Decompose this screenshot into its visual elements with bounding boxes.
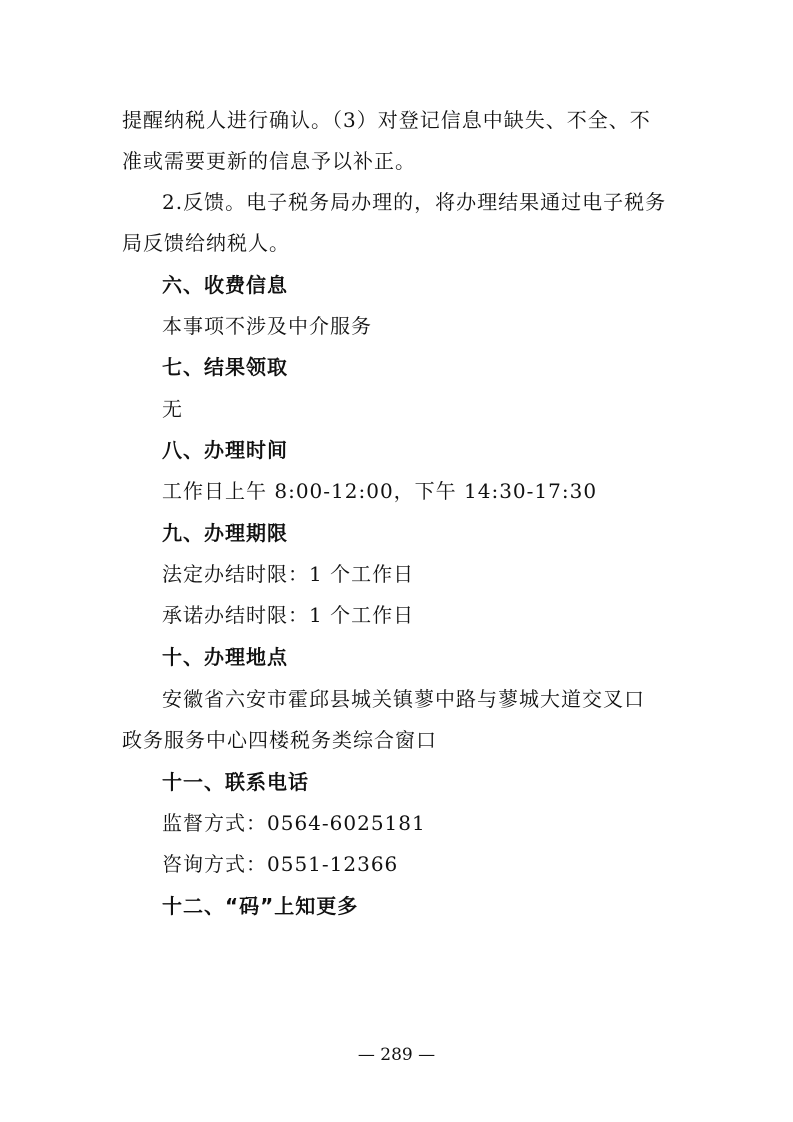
section-heading-qr: 十二、“码”上知更多: [162, 894, 359, 918]
limit-promise-text: 承诺办结时限：1 个工作日: [162, 603, 415, 627]
section-heading-fee: 六、收费信息: [162, 273, 288, 297]
paragraph-line: 提醒纳税人进行确认。（3）对登记信息中缺失、不全、不: [122, 108, 651, 132]
section-heading-result: 七、结果领取: [162, 355, 288, 379]
limit-legal-text: 法定办结时限：1 个工作日: [162, 562, 415, 586]
place-text-line: 政务服务中心四楼税务类综合窗口: [122, 728, 437, 752]
section-heading-place: 十、办理地点: [162, 645, 288, 669]
paragraph-line: 局反馈给纳税人。: [122, 231, 290, 255]
section-heading-hours: 八、办理时间: [162, 438, 288, 462]
fee-text: 本事项不涉及中介服务: [162, 314, 372, 338]
paragraph-line: 准或需要更新的信息予以补正。: [122, 149, 416, 173]
section-heading-limit: 九、办理期限: [162, 521, 288, 545]
hours-text: 工作日上午 8:00-12:00，下午 14:30-17:30: [162, 479, 598, 503]
result-text: 无: [162, 397, 183, 421]
contact-supervise-text: 监督方式：0564-6025181: [162, 811, 426, 835]
place-text-line: 安徽省六安市霍邱县城关镇蓼中路与蓼城大道交叉口: [162, 687, 645, 711]
paragraph-line: 2.反馈。电子税务局办理的，将办理结果通过电子税务: [162, 190, 667, 214]
contact-consult-text: 咨询方式：0551-12366: [162, 852, 399, 876]
page-number: — 289 —: [357, 1045, 436, 1065]
section-heading-contact: 十一、联系电话: [162, 770, 309, 794]
